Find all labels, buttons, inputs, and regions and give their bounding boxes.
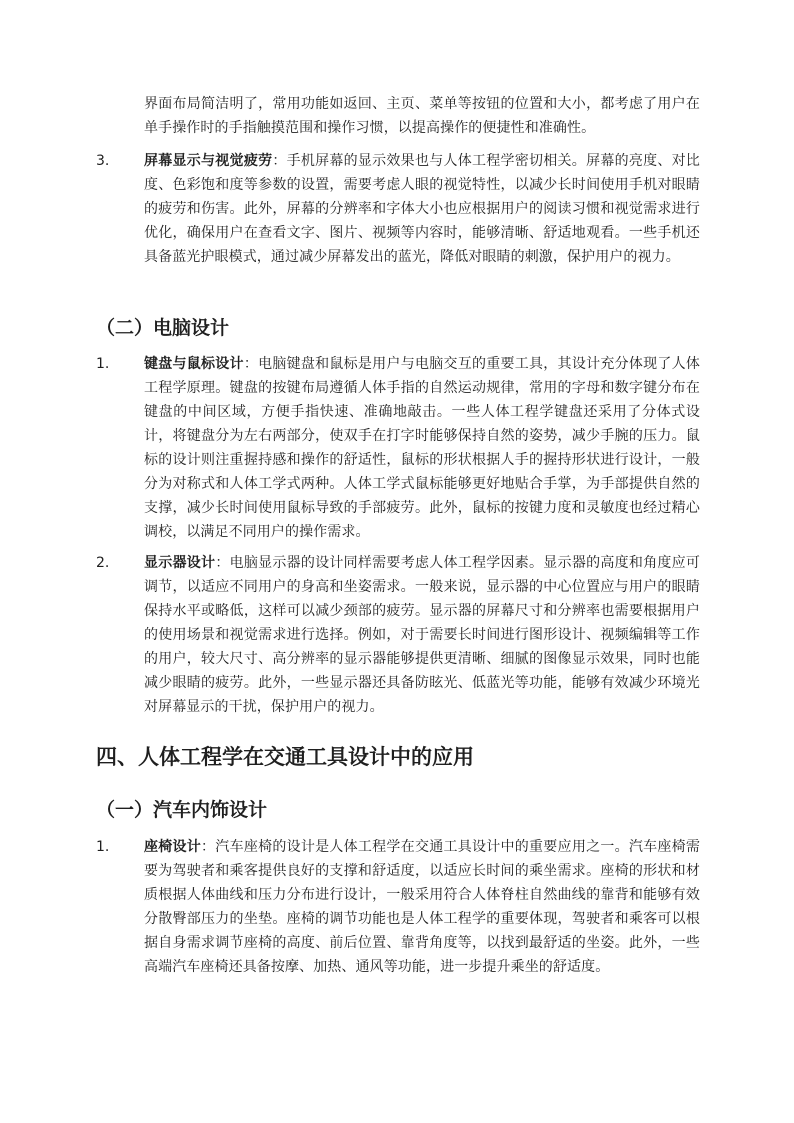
list-item-body bbox=[144, 149, 700, 269]
section-heading-car-interior: （一）汽车内饰设计 bbox=[96, 799, 268, 821]
list-item-term: 键盘与鼠标设计 bbox=[144, 356, 244, 372]
list-item-text: ：手机屏幕的显示效果也与人体工程学密切相关。屏幕的亮度、对比度、色彩饱和度等参数的设置，需要考虑人眼的视觉特性，以减少长时间使用手机对眼睛的疲劳和伤害。此外，屏幕的分辨率和字体大小也应根据用户的阅读习惯和视觉需求进行优化，确保用户在查看文字、图片、视频等内容时，能够清晰、舒适地观看。一些手机还具备蓝光护眼模式，通过减少屏幕发出的蓝光，降低对眼睛的刺激，保护用户的视力。 bbox=[144, 153, 700, 265]
list-item-term: 座椅设计 bbox=[144, 839, 202, 855]
list-number: 1. bbox=[96, 356, 110, 372]
list-item-text: ：电脑键盘和鼠标是用户与电脑交互的重要工具，其设计充分体现了人体工程学原理。键盘的按键布局遵循人体手指的自然运动规律，常用的字母和数字键分布在键盘的中间区域，方便手指快速、准确地敲击。一些人体工程学键盘还采用了分体式设计，将键盘分为左右两部分，使双手在打字时能够保持自然的姿势，减少手腕的压力。鼠标的设计则注重握持感和操作的舒适性，鼠标的形状根据人手的握持形状进行设计，一般分为对称式和人体工学式两种。人体工学式鼠标能够更好地贴合手掌，为手部提供自然的支撑，减少长时间使用鼠标导致的手部疲劳。此外，鼠标的按键力度和灵敏度也经过精心调校，以满足不同用户的操作需求。 bbox=[144, 356, 700, 540]
list-number: 3. bbox=[96, 153, 110, 169]
list-item-body bbox=[144, 352, 700, 544]
chapter-heading-transportation: 四、人体工程学在交通工具设计中的应用 bbox=[96, 745, 474, 769]
section-heading-computer-design: （二）电脑设计 bbox=[96, 317, 230, 339]
list-item-body bbox=[144, 835, 700, 979]
list-item-term: 屏幕显示与视觉疲劳 bbox=[144, 153, 273, 169]
list-item-text: ：电脑显示器的设计同样需要考虑人体工程学因素。显示器的高度和角度应可调节，以适应不同用户的身高和坐姿需求。一般来说，显示器的中心位置应与用户的眼睛保持水平或略低，这样可以减少颈部的疲劳。显示器的屏幕尺寸和分辨率也需要根据用户的使用场景和视觉需求进行选择。例如，对于需要长时间进行图形设计、视频编辑等工作的用户，较大尺寸、高分辨率的显示器能够提供更清晰、细腻的图像显示效果，同时也能减少眼睛的疲劳。此外，一些显示器还具备防眩光、低蓝光等功能，能够有效减少环境光对屏幕显示的干扰，保护用户的视力。 bbox=[144, 555, 701, 715]
list-item-body bbox=[144, 551, 700, 719]
list-number: 2. bbox=[96, 555, 110, 571]
paragraph-continuation: 界面布局简洁明了，常用功能如返回、主页、菜单等按钮的位置和大小，都考虑了用户在单手操作时的手指触摸范围和操作习惯，以提高操作的便捷性和准确性。 bbox=[144, 96, 700, 136]
list-number: 1. bbox=[96, 839, 110, 855]
list-item-term: 显示器设计 bbox=[144, 555, 216, 571]
list-item-text: ：汽车座椅的设计是人体工程学在交通工具设计中的重要应用之一。汽车座椅需要为驾驶者和乘客提供良好的支撑和舒适度，以适应长时间的乘坐需求。座椅的形状和材质根据人体曲线和压力分布进行设计，一般采用符合人体脊柱自然曲线的靠背和能够有效分散臀部压力的坐垫。座椅的调节功能也是人体工程学的重要体现，驾驶者和乘客可以根据自身需求调节座椅的高度、前后位置、靠背角度等，以找到最舒适的坐姿。此外，一些高端汽车座椅还具备按摩、加热、通风等功能，进一步提升乘坐的舒适度。 bbox=[144, 839, 700, 975]
